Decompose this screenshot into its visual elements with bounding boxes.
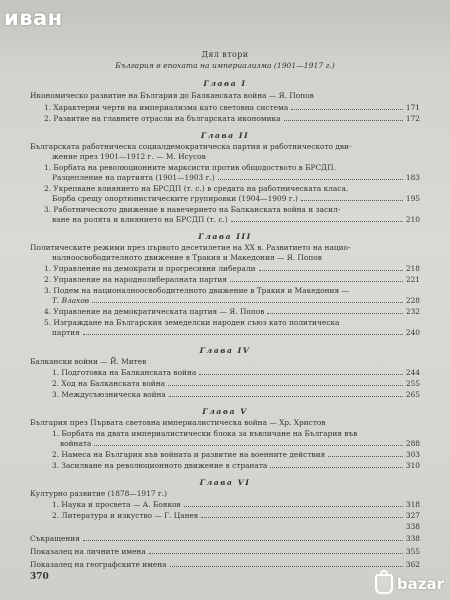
toc-entry-line: 5. Изграждане на Българския земеделски народен съюз като политическа xyxy=(44,318,340,327)
toc-entry-text: 2. Управление на народнолибералната партия xyxy=(44,275,227,284)
toc-entry-page: 318 xyxy=(405,500,420,509)
toc-entry-page: 327 xyxy=(405,511,420,520)
leader-dots xyxy=(83,334,403,335)
leader-dots xyxy=(218,179,403,180)
chapter-title-line: Българската работническа социалдемократическа партия и работническото дви- xyxy=(30,142,352,151)
leader-dots xyxy=(94,445,403,446)
toc-entry-page: 171 xyxy=(405,103,420,112)
toc-entry xyxy=(30,264,420,274)
toc-entry-page: 240 xyxy=(405,328,420,337)
toc-entry xyxy=(30,173,420,183)
toc-entry xyxy=(30,534,420,544)
toc-entry-text: 1. Управление на демократи и прогресивни либерали xyxy=(44,264,256,273)
chapter-heading: Глава II xyxy=(200,131,250,140)
toc-entry xyxy=(30,500,420,510)
leader-dots xyxy=(92,302,403,303)
toc-entry-page: 221 xyxy=(405,275,420,284)
toc-entry-line: 1. Борбата на двата империалистически блока за въвличане на България във xyxy=(52,429,358,438)
watermark-text: bazar xyxy=(396,575,444,593)
shopping-bag-icon xyxy=(375,574,393,594)
toc-entry xyxy=(30,103,420,113)
toc-entry-text: 1. Характерни черти на империализма като световна система xyxy=(44,103,289,112)
toc-entry-page: 288 xyxy=(405,439,420,448)
toc-entry-text: 4. Управление на демократическата партия — Я. Попов xyxy=(44,307,265,316)
toc-entry-text: Съкращения xyxy=(30,534,80,543)
toc-entry xyxy=(30,368,420,378)
toc-entry-page: 338 xyxy=(405,522,420,531)
leader-dots xyxy=(291,109,403,110)
toc-entry-page: 355 xyxy=(405,547,420,556)
toc-entry-text: войната xyxy=(60,439,92,448)
leader-dots xyxy=(170,566,403,567)
part-heading: Дял втори xyxy=(201,50,249,59)
toc-entry-page: 228 xyxy=(405,296,420,305)
toc-entry xyxy=(30,439,420,449)
toc-entry xyxy=(30,275,420,285)
toc-entry-text: 2. Литература и изкуство — Г. Цанев xyxy=(52,511,199,520)
leader-dots xyxy=(149,553,403,554)
toc-entry-page: 362 xyxy=(405,560,420,569)
leader-dots xyxy=(201,517,403,518)
leader-dots xyxy=(301,200,403,201)
chapter-title: Икономическо развитие на България до Балканската война — Я. Попов xyxy=(30,91,314,100)
leader-dots xyxy=(168,385,403,386)
leader-dots xyxy=(169,396,403,397)
toc-entry-page: 232 xyxy=(405,307,420,316)
toc-entry-page: 183 xyxy=(405,173,420,182)
toc-entry xyxy=(30,511,420,521)
toc-entry-page: 244 xyxy=(405,368,420,377)
chapter-heading: Глава IV xyxy=(199,346,251,355)
toc-entry-page: 195 xyxy=(405,194,420,203)
toc-entry-page: 303 xyxy=(405,450,420,459)
leader-dots xyxy=(230,281,403,282)
toc-entry-page: 255 xyxy=(405,379,420,388)
toc-entry-text: партия xyxy=(52,328,80,337)
toc-entry xyxy=(30,328,420,338)
toc-entry-text: 2. Намеса на България във войната и развитие на военните действия xyxy=(52,450,326,459)
page-number: 370 xyxy=(30,572,49,582)
leader-dots xyxy=(270,467,403,468)
toc-entry-text: 2. Развитие на главните отрасли на българската икономика xyxy=(44,114,281,123)
toc-entry-text: 1. Наука и просвета — А. Бояков xyxy=(52,500,181,509)
toc-entry-page: 310 xyxy=(405,461,420,470)
toc-entry-text: Борба срещу опортюнистическите групировки (1904—1909 г.) xyxy=(52,194,298,203)
toc-entry-page: 218 xyxy=(405,264,420,273)
toc-entry-text: Показалец на личните имена xyxy=(30,547,146,556)
leader-dots xyxy=(83,540,403,541)
toc-entry-page: 338 xyxy=(405,534,420,543)
chapter-heading: Глава III xyxy=(198,232,252,241)
toc-entry xyxy=(30,307,420,317)
toc-entry xyxy=(30,461,420,471)
chapter-title-line: жение през 1901—1912 г. — М. Исусов xyxy=(52,152,206,161)
toc-entry-text: 1. Подготовка на Балканската война xyxy=(52,368,197,377)
toc-entry-page: 265 xyxy=(405,390,420,399)
toc-entry xyxy=(30,560,420,570)
leader-dots xyxy=(259,270,403,271)
chapter-heading: Глава I xyxy=(203,79,247,88)
toc-entry-line: 1. Борбата на революционните марксисти против общодоството в БРСДП. xyxy=(44,163,336,172)
leader-dots xyxy=(284,120,403,121)
toc-entry-text: 3. Междусъюзническа война xyxy=(52,390,166,399)
leader-dots xyxy=(184,506,403,507)
chapter-title-line: налноосвободителното движение в Тракия и Македония — Я. Попов xyxy=(52,253,322,262)
toc-entry-line: 3. Подем на националноосвободителното движение в Тракия и Македония — xyxy=(44,286,349,295)
toc-entry-line: 3. Работническото движение в навечерието на Балканската война и засил- xyxy=(44,205,341,214)
toc-entry-text: Разцепление на партията (1901—1903 г.) xyxy=(52,173,215,182)
leader-dots xyxy=(231,221,403,222)
chapter-title: България през Първата световна империалистическа война — Хр. Христов xyxy=(30,418,326,427)
leader-dots xyxy=(328,456,403,457)
toc-entry xyxy=(30,194,420,204)
chapter-title-line: Политическите режими през първото десетилетие на XX в. Развитието на нацио- xyxy=(30,243,351,252)
toc-entry-text: 3. Засилване на революционното движение в страната xyxy=(52,461,268,470)
toc-entry-page: 210 xyxy=(405,215,420,224)
toc-entry-text: 2. Ход на Балканската война xyxy=(52,379,166,388)
part-subtitle: България в епохата на империализма (1901—1917 г.) xyxy=(115,61,335,70)
watermark-logo-bazar xyxy=(375,574,444,594)
toc-entry-text: ване на ролята и влиянието на БРСДП (т. с.) xyxy=(52,215,228,224)
chapter-title: Културно развитие (1878—1917 г.) xyxy=(30,489,167,498)
toc-entry-page: 172 xyxy=(405,114,420,123)
chapter-heading: Глава VI xyxy=(199,478,251,487)
watermark-logo: иван xyxy=(4,6,63,30)
toc-entry xyxy=(30,296,420,306)
toc-entry xyxy=(30,379,420,389)
toc-entry xyxy=(30,547,420,557)
toc-entry xyxy=(30,215,420,225)
toc-entry-text: Показалец на географските имена xyxy=(30,560,167,569)
toc-entry xyxy=(30,114,420,124)
toc-entry-text: Т. Влахов xyxy=(52,296,90,305)
toc-entry xyxy=(30,450,420,460)
toc-entry-line: 2. Укрепване влиянието на БРСДП (т. с.) в средата на работническата класа. xyxy=(44,184,349,193)
toc-entry xyxy=(30,390,420,400)
chapter-heading: Глава V xyxy=(202,407,248,416)
leader-dots xyxy=(199,374,403,375)
chapter-title: Балкански войни — Й. Митев xyxy=(30,357,147,366)
leader-dots xyxy=(267,313,403,314)
